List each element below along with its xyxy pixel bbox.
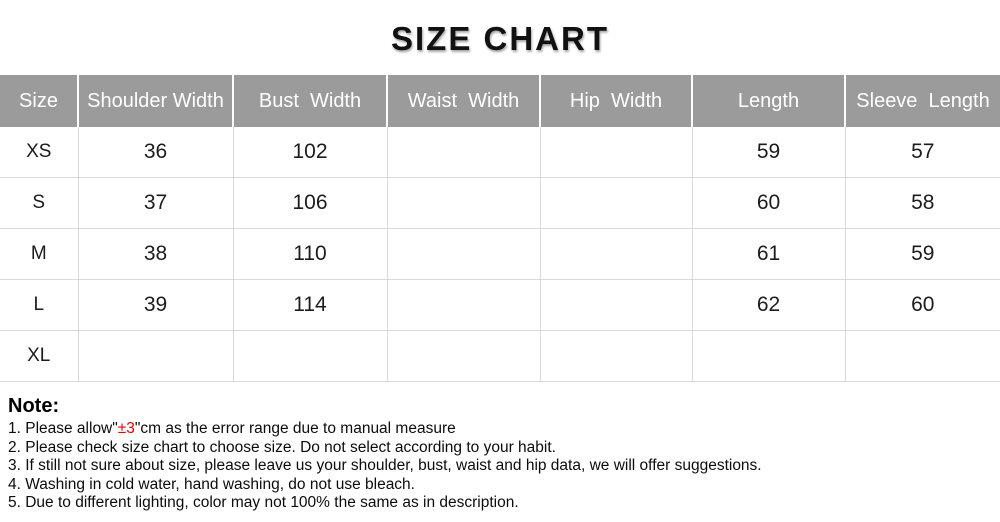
- notes-heading: Note:: [8, 395, 60, 417]
- note-line-5: 5. Due to different lighting, color may not 100% the same as in description.: [8, 494, 519, 511]
- header-shoulder-width: Shoulder Width: [78, 75, 233, 127]
- cell-sleeve: 58: [845, 178, 1000, 229]
- cell-bust: 102: [233, 127, 387, 178]
- cell-waist: [387, 127, 540, 178]
- cell-length: 61: [692, 229, 845, 280]
- size-chart-table: [0, 75, 1000, 382]
- header-sleeve-length: Sleeve Length: [845, 75, 1000, 127]
- cell-shoulder: [78, 331, 233, 382]
- cell-shoulder: 38: [78, 229, 233, 280]
- cell-hip: [540, 280, 692, 331]
- note-line-2: 2. Please check size chart to choose size. Do not select according to your habit.: [8, 438, 556, 456]
- cell-waist: [387, 229, 540, 280]
- header-bust-width: Bust Width: [233, 75, 387, 127]
- cell-length: [692, 331, 845, 382]
- table-row-m: [0, 229, 1000, 280]
- cell-length: 62: [692, 280, 845, 331]
- notes-section: [8, 395, 1000, 513]
- note-line-4: 4. Washing in cold water, hand washing, do not use bleach.: [8, 475, 415, 493]
- note-line-3: 3. If still not sure about size, please leave us your shoulder, bust, waist and hip data, we will offer suggestions.: [8, 457, 762, 474]
- cell-waist: [387, 331, 540, 382]
- cell-length: 59: [692, 127, 845, 178]
- table-row-l: [0, 280, 1000, 331]
- cell-size: XL: [0, 331, 78, 382]
- header-length: Length: [692, 75, 845, 127]
- cell-bust: 110: [233, 229, 387, 280]
- cell-sleeve: 57: [845, 127, 1000, 178]
- page-title: SIZE CHART: [391, 20, 609, 57]
- cell-shoulder: 39: [78, 280, 233, 331]
- header-size: Size: [0, 75, 78, 127]
- cell-shoulder: 37: [78, 178, 233, 229]
- cell-size: L: [0, 280, 78, 331]
- table-row-s: [0, 178, 1000, 229]
- cell-hip: [540, 331, 692, 382]
- cell-waist: [387, 178, 540, 229]
- header-hip-width: Hip Width: [540, 75, 692, 127]
- cell-size: M: [0, 229, 78, 280]
- cell-bust: 114: [233, 280, 387, 331]
- header-waist-width: Waist Width: [387, 75, 540, 127]
- note-line-1-pre: 1. Please allow": [8, 420, 118, 437]
- note-line-1-post: "cm as the error range due to manual measure: [134, 420, 456, 437]
- cell-sleeve: 60: [845, 280, 1000, 331]
- cell-bust: 106: [233, 178, 387, 229]
- note-line-1: [8, 420, 1000, 439]
- table-row-xl: [0, 331, 1000, 382]
- notes-list: [8, 420, 1000, 513]
- cell-waist: [387, 280, 540, 331]
- cell-bust: [233, 331, 387, 382]
- cell-hip: [540, 178, 692, 229]
- table-row-xs: [0, 127, 1000, 178]
- cell-size: S: [0, 178, 78, 229]
- table-header-row: [0, 75, 1000, 127]
- cell-hip: [540, 127, 692, 178]
- cell-length: 60: [692, 178, 845, 229]
- cell-hip: [540, 229, 692, 280]
- cell-sleeve: [845, 331, 1000, 382]
- cell-size: XS: [0, 127, 78, 178]
- cell-shoulder: 36: [78, 127, 233, 178]
- note-line-1-tolerance: ±3: [117, 420, 135, 437]
- cell-sleeve: 59: [845, 229, 1000, 280]
